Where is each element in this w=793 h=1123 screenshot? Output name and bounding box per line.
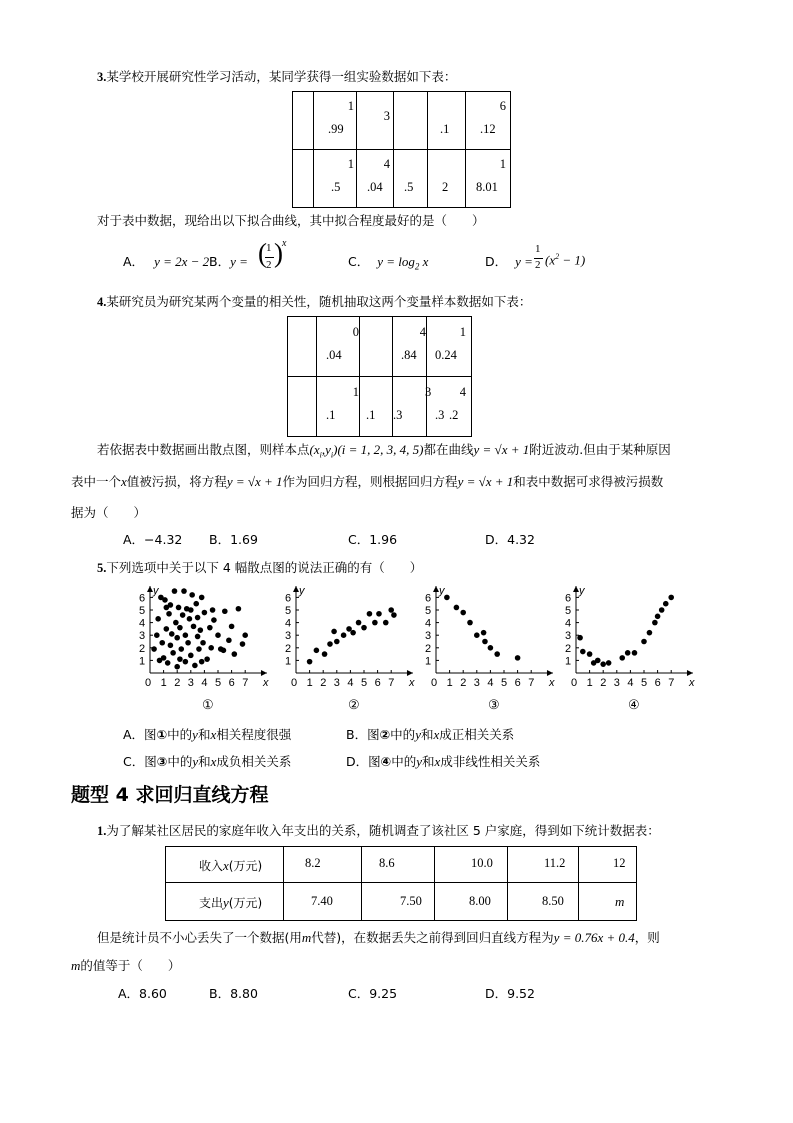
scatter-point bbox=[361, 625, 367, 631]
scatter-point bbox=[195, 634, 201, 640]
x-tick-label: 1 bbox=[160, 677, 167, 689]
scatter-point bbox=[178, 646, 184, 652]
x-tick-label: 2 bbox=[460, 677, 467, 689]
y-tick-label: 6 bbox=[565, 592, 572, 605]
x-tick-label: 1 bbox=[306, 677, 313, 689]
x-tick-label: 2 bbox=[174, 677, 181, 689]
x-tick-label: 3 bbox=[187, 677, 194, 689]
y-tick-label: 3 bbox=[565, 630, 572, 643]
x-tick-label: 2 bbox=[600, 677, 607, 689]
scatter-point bbox=[595, 658, 601, 664]
scatter-point bbox=[183, 632, 189, 638]
q4-option-d[interactable]: D．4.32 bbox=[485, 532, 535, 547]
x-tick-label: 6 bbox=[228, 677, 235, 689]
scatter-point bbox=[222, 608, 228, 614]
scatter-point bbox=[240, 641, 246, 647]
scatter-point bbox=[314, 648, 320, 654]
scatter-point bbox=[181, 588, 187, 594]
q4-line2: 表中一个x值被污损，将方程y = √x + 1作为回归方程，则根据回归方程y = √x + 1和表中数据可求得被污损数 bbox=[71, 474, 664, 489]
plot-caption: ④ bbox=[628, 697, 640, 712]
x-axis-label: x bbox=[262, 677, 269, 689]
q3-option-b-exp: x bbox=[282, 238, 287, 249]
y-tick-label: 6 bbox=[139, 592, 146, 605]
x-axis-label: x bbox=[688, 677, 695, 689]
scatter-point bbox=[195, 615, 201, 621]
scatter-point bbox=[198, 627, 204, 633]
scatter-point bbox=[226, 637, 232, 643]
y-tick-label: 3 bbox=[285, 630, 292, 643]
x-axis-arrow bbox=[687, 670, 693, 676]
y-tick-label: 6 bbox=[285, 592, 292, 605]
q5-option-b[interactable]: B．图②中的y和x成正相关关系 bbox=[346, 727, 515, 742]
scatter-point bbox=[600, 661, 606, 667]
scatter-point bbox=[177, 656, 183, 662]
scatter-point bbox=[208, 645, 214, 651]
q3-option-c[interactable]: C． $y = \log_2 x$ bbox=[348, 254, 429, 272]
y-tick-label: 2 bbox=[285, 642, 292, 655]
t4q1-option-d[interactable]: D．9.52 bbox=[485, 986, 535, 1001]
x-tick-label: 3 bbox=[613, 677, 620, 689]
scatter-point bbox=[659, 607, 665, 613]
x-tick-label: 7 bbox=[528, 677, 535, 689]
scatter-point bbox=[162, 597, 168, 603]
x-axis-arrow bbox=[261, 670, 267, 676]
y-tick-label: 5 bbox=[139, 605, 146, 617]
q5-stem: 5.下列选项中关于以下 4 幅散点图的说法正确的有（ ） bbox=[97, 560, 423, 575]
scatter-point bbox=[215, 632, 221, 638]
y-tick-label: 4 bbox=[285, 617, 292, 630]
scatter-point bbox=[199, 659, 205, 665]
scatter-point bbox=[515, 655, 521, 661]
q3-option-b-num: 1 bbox=[266, 242, 272, 254]
scatter-point bbox=[164, 626, 170, 632]
scatter-point bbox=[460, 610, 466, 616]
scatter-point bbox=[196, 646, 202, 652]
plot-caption: ③ bbox=[488, 697, 500, 712]
q3-table: 1 .99 3 .1 6 .12 1 .5 4 .04 .5 2 1 8.01 bbox=[292, 91, 511, 208]
x-tick-label: 7 bbox=[388, 677, 395, 689]
scatter-point bbox=[488, 645, 494, 651]
y-tick-label: 6 bbox=[425, 592, 432, 605]
scatter-point bbox=[647, 630, 653, 636]
section-heading: 题型 4 求回归直线方程 bbox=[71, 784, 269, 806]
scatter-point bbox=[372, 620, 378, 626]
x-tick-label: 4 bbox=[201, 677, 208, 689]
q3-option-b[interactable]: B．y = bbox=[209, 254, 248, 269]
scatter-point bbox=[494, 651, 500, 657]
scatter-point bbox=[165, 660, 171, 666]
scatter-point bbox=[334, 639, 340, 645]
y-tick-label: 2 bbox=[139, 642, 146, 655]
q3-stem: 3.某学校开展研究性学习活动，某同学获得一组实验数据如下表： bbox=[97, 69, 457, 84]
scatter-point bbox=[172, 588, 178, 594]
scatter-point bbox=[356, 620, 362, 626]
q3-option-d-num: 1 bbox=[535, 243, 541, 255]
x-tick-label: 6 bbox=[514, 677, 521, 689]
scatter-point bbox=[174, 635, 180, 641]
y-axis-label: y bbox=[153, 585, 159, 598]
plot-caption: ① bbox=[202, 697, 214, 712]
q3-option-d-rest: $(x^2 - 1)$ bbox=[545, 252, 586, 268]
y-axis-label: y bbox=[579, 585, 585, 598]
scatter-point bbox=[168, 642, 174, 648]
scatter-point bbox=[188, 653, 194, 659]
q3-option-d[interactable]: D． y = bbox=[485, 254, 533, 269]
scatter-point bbox=[376, 611, 382, 617]
y-tick-label: 5 bbox=[425, 605, 432, 617]
x-tick-label: 6 bbox=[374, 677, 381, 689]
q3-option-a[interactable]: A． y = 2x − 2 bbox=[123, 254, 210, 269]
scatter-point bbox=[481, 630, 487, 636]
q3-option-b-close: ) bbox=[274, 238, 283, 268]
y-tick-label: 4 bbox=[139, 617, 146, 630]
scatter-point bbox=[180, 612, 186, 618]
scatter-point bbox=[350, 630, 356, 636]
scatter-point bbox=[577, 635, 583, 641]
x-tick-label: 5 bbox=[361, 677, 368, 689]
y-tick-label: 1 bbox=[565, 655, 572, 668]
q3-prompt: 对于表中数据，现给出以下拟合曲线，其中拟合程度最好的是（ ） bbox=[97, 213, 485, 228]
scatter-point bbox=[166, 611, 172, 617]
x-tick-label: 4 bbox=[627, 677, 634, 689]
x-tick-label: 3 bbox=[473, 677, 480, 689]
scatter-point bbox=[170, 650, 176, 656]
scatter-point bbox=[391, 612, 397, 618]
scatter-point bbox=[211, 617, 217, 623]
scatter-point bbox=[663, 601, 669, 607]
y-tick-label: 2 bbox=[565, 642, 572, 655]
t4q1-table: 收入x(万元) 8.2 8.6 10.0 11.2 12 支出y(万元) 7.40 7.50 8.00 8.50 m bbox=[165, 846, 637, 921]
x-axis-label: x bbox=[408, 677, 415, 689]
scatter-point bbox=[341, 632, 347, 638]
scatter-point bbox=[625, 650, 631, 656]
scatter-point bbox=[606, 660, 612, 666]
t4q1-option-c[interactable]: C．9.25 bbox=[348, 986, 398, 1001]
y-tick-label: 4 bbox=[565, 617, 572, 630]
q3-option-b-frac: ( bbox=[258, 238, 267, 268]
scatter-point bbox=[221, 648, 227, 654]
t4q1-option-a[interactable]: A．8.60 bbox=[118, 986, 167, 1001]
x-tick-label: 4 bbox=[347, 677, 354, 689]
scatter-point bbox=[176, 605, 182, 611]
y-tick-label: 2 bbox=[425, 642, 432, 655]
scatter-point bbox=[193, 601, 199, 607]
x-tick-label: 1 bbox=[446, 677, 453, 689]
income-label: 收入x(万元) bbox=[166, 847, 284, 883]
scatter-point bbox=[189, 592, 195, 598]
scatter-point bbox=[322, 651, 328, 657]
expense-label: 支出y(万元) bbox=[166, 883, 284, 921]
scatter-point bbox=[236, 606, 242, 612]
t4q1-stem: 1.为了解某社区居民的家庭年收入年支出的关系，随机调查了该社区 5 户家庭，得到如下统计数据表： bbox=[97, 823, 660, 838]
scatter-point bbox=[202, 610, 208, 616]
scatter-point bbox=[207, 625, 213, 631]
scatter-point bbox=[467, 620, 473, 626]
scatter-point bbox=[619, 655, 625, 661]
scatter-point bbox=[192, 663, 198, 669]
x-tick-label: 5 bbox=[641, 677, 648, 689]
scatter-point bbox=[444, 595, 450, 601]
scatter-point bbox=[210, 607, 216, 613]
scatter-point bbox=[199, 595, 205, 601]
q4-option-c[interactable]: C．1.96 bbox=[348, 532, 398, 547]
scatter-point bbox=[229, 624, 235, 630]
scatter-point bbox=[632, 650, 638, 656]
q3-option-b-den: 2 bbox=[266, 259, 272, 271]
x-axis-arrow bbox=[547, 670, 553, 676]
scatter-point bbox=[155, 616, 161, 622]
y-tick-label: 3 bbox=[425, 630, 432, 643]
x-tick-label: 0 bbox=[571, 677, 578, 689]
scatter-point bbox=[183, 659, 189, 665]
y-tick-label: 4 bbox=[425, 617, 432, 630]
scatter-point bbox=[232, 651, 238, 657]
scatter-point bbox=[383, 620, 389, 626]
scatter-point bbox=[173, 620, 179, 626]
scatter-point bbox=[169, 631, 175, 637]
t4q1-line1: 但是统计员不小心丢失了一个数据(用m代替)，在数据丢失之前得到回归直线方程为y = 0.76x + 0.4，则 bbox=[97, 930, 660, 945]
q4-line1: 若依据表中数据画出散点图，则样本点$(x_i,y_i)(i = 1$, 2, 3, 4, 5)都在曲线y = √x + 1附近波动.但由于某种原因 bbox=[97, 442, 671, 460]
x-tick-label: 6 bbox=[654, 677, 661, 689]
scatter-point bbox=[655, 614, 661, 620]
t4q1-option-b[interactable]: B．8.80 bbox=[209, 986, 258, 1001]
q5-option-d[interactable]: D．图④中的y和x成非线性相关关系 bbox=[346, 754, 541, 769]
scatter-point bbox=[191, 624, 197, 630]
y-axis-label: y bbox=[299, 585, 305, 598]
scatter-point bbox=[587, 651, 593, 657]
scatter-point bbox=[388, 607, 394, 613]
y-tick-label: 1 bbox=[425, 655, 432, 668]
q4-table: 0 .04 4 .84 1 0.24 1 .1 .1 .3 3 .3 4 .2 bbox=[287, 316, 472, 437]
q5-scatter-plots bbox=[0, 580, 793, 720]
x-tick-label: 3 bbox=[333, 677, 340, 689]
y-tick-label: 1 bbox=[285, 655, 292, 668]
y-tick-label: 3 bbox=[139, 630, 146, 643]
q4-option-b[interactable]: B．1.69 bbox=[209, 532, 258, 547]
q3-option-d-den: 2 bbox=[535, 259, 541, 271]
scatter-point bbox=[159, 640, 165, 646]
x-tick-label: 0 bbox=[291, 677, 298, 689]
q5-option-a[interactable]: A．图①中的y和x相关程度很强 bbox=[123, 727, 292, 742]
q4-option-a[interactable]: A．−4.32 bbox=[123, 532, 183, 547]
x-axis-arrow bbox=[407, 670, 413, 676]
scatter-point bbox=[188, 607, 194, 613]
scatter-point bbox=[327, 641, 333, 647]
scatter-point bbox=[154, 632, 160, 638]
scatter-point bbox=[331, 629, 337, 635]
scatter-point bbox=[474, 632, 480, 638]
scatter-point bbox=[454, 605, 460, 611]
x-axis-label: x bbox=[548, 677, 555, 689]
q4-stem: 4.某研究员为研究某两个变量的相关性，随机抽取这两个变量样本数据如下表： bbox=[97, 294, 532, 309]
scatter-point bbox=[151, 646, 157, 652]
x-tick-label: 5 bbox=[501, 677, 508, 689]
q4-line3: 据为（ ） bbox=[71, 505, 147, 520]
y-tick-label: 5 bbox=[285, 605, 292, 617]
scatter-point bbox=[307, 659, 313, 665]
scatter-point bbox=[164, 605, 170, 611]
scatter-point bbox=[204, 656, 210, 662]
scatter-point bbox=[482, 639, 488, 645]
x-tick-label: 4 bbox=[487, 677, 494, 689]
scatter-point bbox=[641, 639, 647, 645]
scatter-point bbox=[652, 620, 658, 626]
x-tick-label: 1 bbox=[586, 677, 593, 689]
x-tick-label: 2 bbox=[320, 677, 327, 689]
scatter-point bbox=[200, 640, 206, 646]
q3-option-b-bar bbox=[265, 257, 274, 258]
y-tick-label: 5 bbox=[565, 605, 572, 617]
scatter-point bbox=[157, 658, 163, 664]
x-tick-label: 7 bbox=[668, 677, 675, 689]
scatter-point bbox=[187, 616, 193, 622]
scatter-point bbox=[242, 632, 248, 638]
plot-caption: ② bbox=[348, 697, 360, 712]
x-tick-label: 5 bbox=[215, 677, 222, 689]
scatter-point bbox=[668, 595, 674, 601]
y-axis-label: y bbox=[439, 585, 445, 598]
scatter-point bbox=[174, 664, 180, 670]
scatter-point bbox=[367, 611, 373, 617]
scatter-point bbox=[580, 649, 586, 655]
x-tick-label: 0 bbox=[431, 677, 438, 689]
t4q1-line2: m的值等于（ ） bbox=[71, 958, 181, 973]
q5-option-c[interactable]: C．图③中的y和x成负相关关系 bbox=[123, 754, 292, 769]
y-tick-label: 1 bbox=[139, 655, 146, 668]
x-tick-label: 7 bbox=[242, 677, 249, 689]
scatter-point bbox=[177, 625, 183, 631]
scatter-point bbox=[185, 640, 191, 646]
x-tick-label: 0 bbox=[145, 677, 152, 689]
